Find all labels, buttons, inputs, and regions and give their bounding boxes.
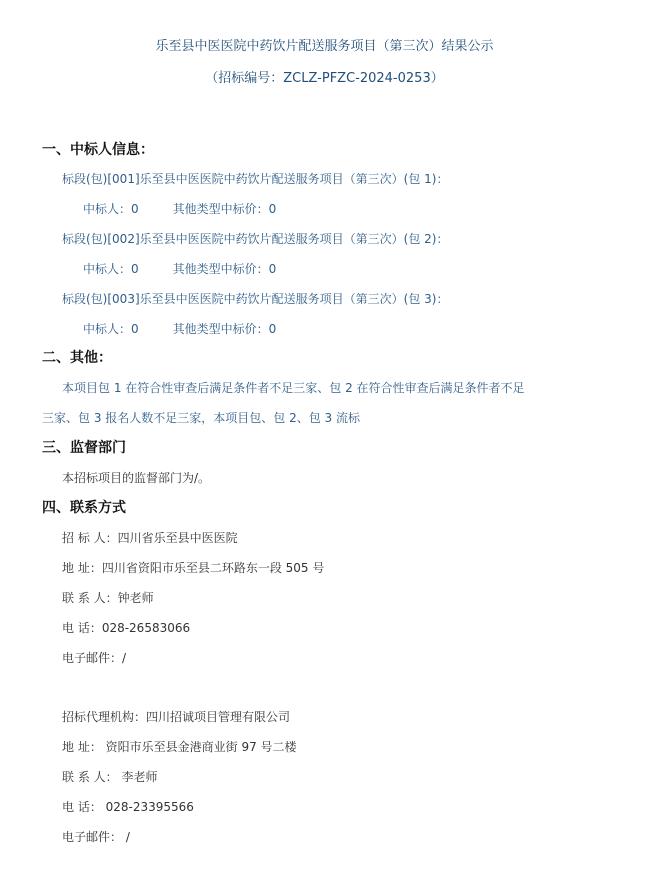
tenderer-contact: 联 系 人：钟老师 — [62, 591, 154, 605]
agency-email: 电子邮件： / — [62, 830, 130, 844]
lot-3-label: 标段(包)[003]乐至县中医医院中药饮片配送服务项目（第三次）(包 3)： — [62, 292, 449, 306]
lot-1-result — [83, 201, 276, 217]
tenderer-email: 电子邮件：/ — [62, 651, 127, 665]
tender-code: （招标编号：ZCLZ-PFZC-2024-0253） — [205, 71, 444, 86]
section-contact-heading: 四、联系方式 — [42, 500, 126, 516]
tenderer-address: 地 址：四川省资阳市乐至县二环路东一段 505 号 — [62, 561, 325, 575]
agency-address: 地 址： 资阳市乐至县金港商业街 97 号二楼 — [62, 740, 297, 754]
agency-phone: 电 话： 028-23395566 — [62, 800, 194, 814]
lot-1-price: 其他类型中标价：0 — [172, 202, 277, 216]
section-supervision-heading: 三、监督部门 — [42, 440, 126, 456]
lot-2-result — [83, 261, 276, 277]
page-title: 乐至县中医医院中药饮片配送服务项目（第三次）结果公示 — [155, 39, 494, 54]
lot-3-winner: 中标人：0 — [83, 322, 139, 336]
lot-2-winner: 中标人：0 — [83, 262, 139, 276]
lot-3-price: 其他类型中标价：0 — [172, 322, 277, 336]
other-text-line-1: 本项目包 1 在符合性审查后满足条件者不足三家、包 2 在符合性审查后满足条件者不足 — [62, 381, 525, 395]
section-other-heading: 二、其他： — [42, 350, 112, 366]
lot-2-label: 标段(包)[002]乐至县中医医院中药饮片配送服务项目（第三次）(包 2)： — [62, 232, 449, 246]
agency-name: 招标代理机构：四川招诚项目管理有限公司 — [62, 710, 291, 724]
supervision-text: 本招标项目的监督部门为/。 — [62, 471, 211, 485]
lot-1-winner: 中标人：0 — [83, 202, 139, 216]
lot-2-price: 其他类型中标价：0 — [172, 262, 277, 276]
other-text-line-2: 三家、包 3 报名人数不足三家，本项目包、包 2、包 3 流标 — [42, 411, 360, 425]
section-winner-heading: 一、中标人信息： — [42, 142, 154, 158]
lot-1-label: 标段(包)[001]乐至县中医医院中药饮片配送服务项目（第三次）(包 1)： — [62, 172, 449, 186]
lot-3-result — [83, 321, 276, 337]
tenderer-name: 招 标 人：四川省乐至县中医医院 — [62, 531, 238, 545]
tenderer-phone: 电 话：028-26583066 — [62, 621, 191, 635]
agency-contact: 联 系 人： 李老师 — [62, 770, 158, 784]
